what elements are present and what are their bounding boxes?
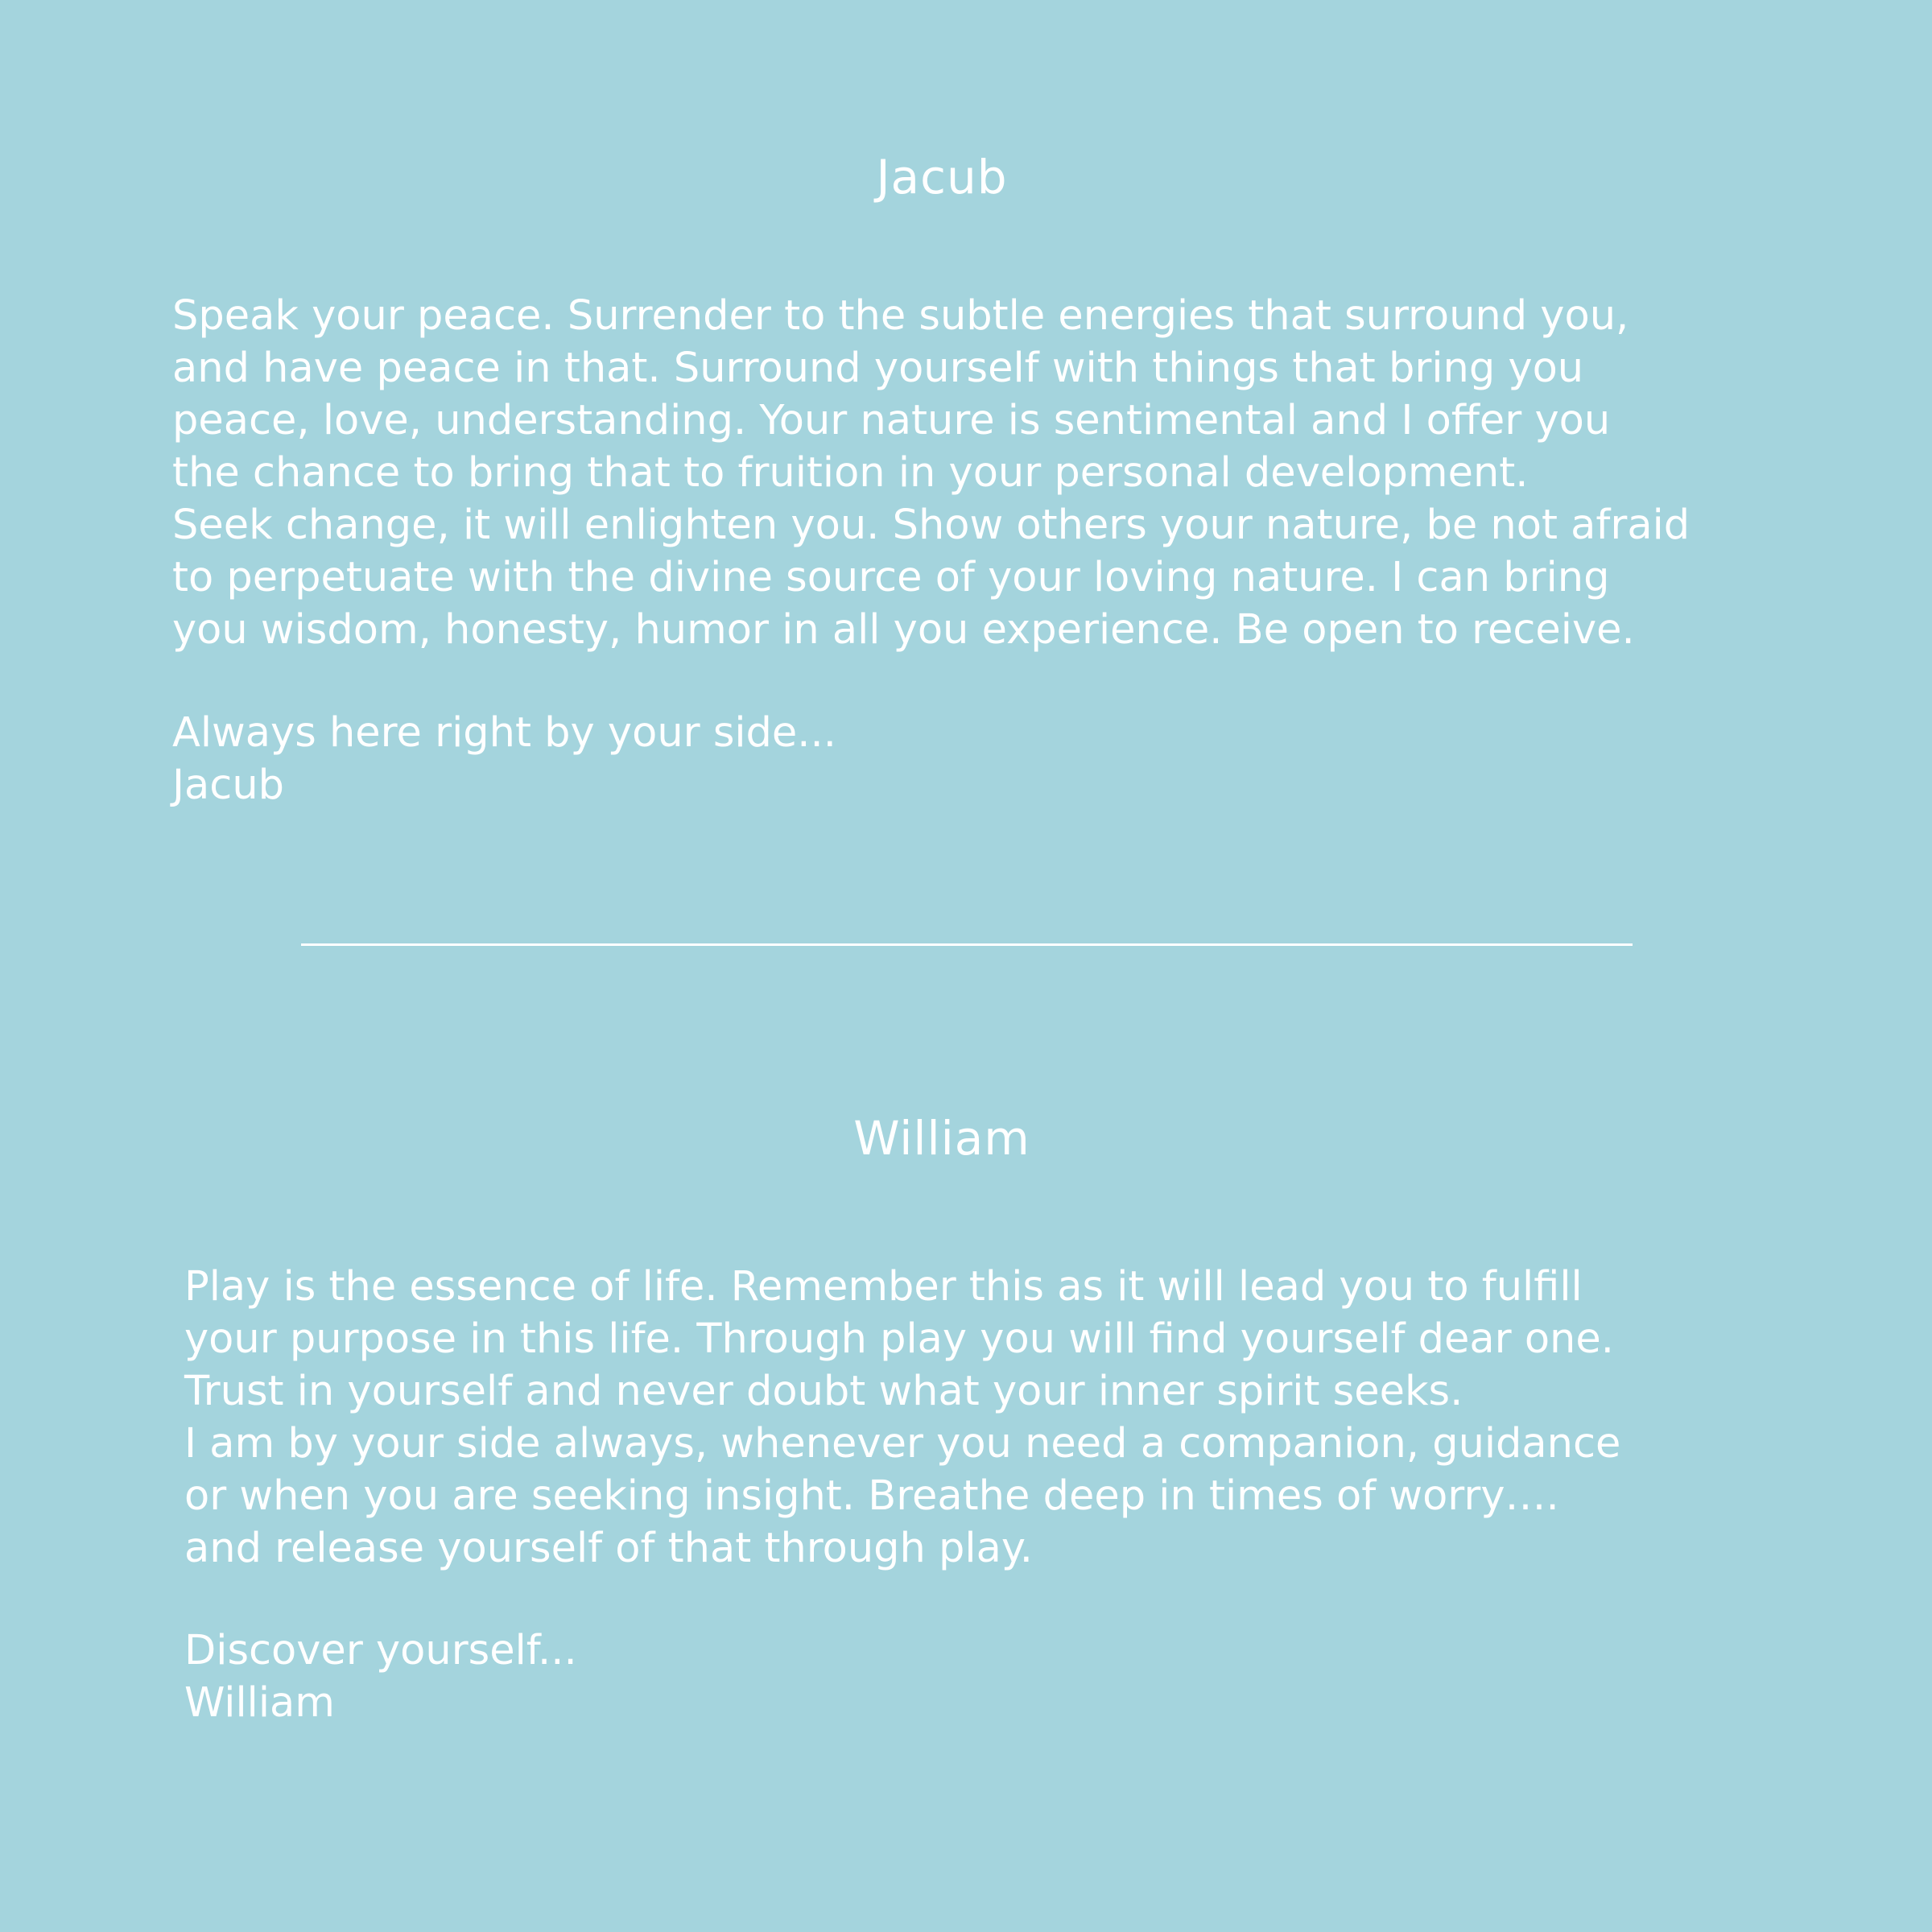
- signoff-line: Discover yourself...: [184, 1627, 577, 1674]
- signoff-line: Always here right by your side...: [172, 709, 836, 757]
- message-body-william: [184, 1261, 1620, 1575]
- message-line: you wisdom, honesty, humor in all you experience. Be open to receive.: [172, 606, 1635, 654]
- section-divider: [301, 943, 1633, 946]
- message-line: Seek change, it will enlighten you. Show others your nature, be not afraid: [172, 502, 1690, 549]
- message-line: to perpetuate with the divine source of your loving nature. I can bring: [172, 554, 1610, 601]
- section-title-william: William: [853, 1111, 1030, 1166]
- section-title-jacub: Jacub: [876, 150, 1008, 204]
- message-line: Trust in yourself and never doubt what your inner spirit seeks.: [184, 1368, 1463, 1415]
- signoff-william: [184, 1624, 577, 1729]
- message-line: Play is the essence of life. Remember this as it will lead you to fulfill: [184, 1263, 1583, 1311]
- message-line: and release yourself of that through play.: [184, 1525, 1033, 1572]
- message-line: and have peace in that. Surround yourself with things that bring you: [172, 345, 1584, 392]
- message-line: the chance to bring that to fruition in your personal development.: [172, 449, 1529, 497]
- message-line: or when you are seeking insight. Breathe deep in times of worry….: [184, 1472, 1559, 1520]
- message-line: your purpose in this life. Through play you will find yourself dear one.: [184, 1315, 1614, 1363]
- signature-name: Jacub: [172, 762, 285, 809]
- signoff-jacub: [172, 707, 836, 811]
- message-line: peace, love, understanding. Your nature is sentimental and I offer you: [172, 397, 1611, 444]
- signature-name: William: [184, 1679, 335, 1727]
- message-line: I am by your side always, whenever you need a companion, guidance: [184, 1420, 1621, 1468]
- message-body-jacub: [172, 290, 1690, 656]
- message-line: Speak your peace. Surrender to the subtle energies that surround you,: [172, 292, 1629, 340]
